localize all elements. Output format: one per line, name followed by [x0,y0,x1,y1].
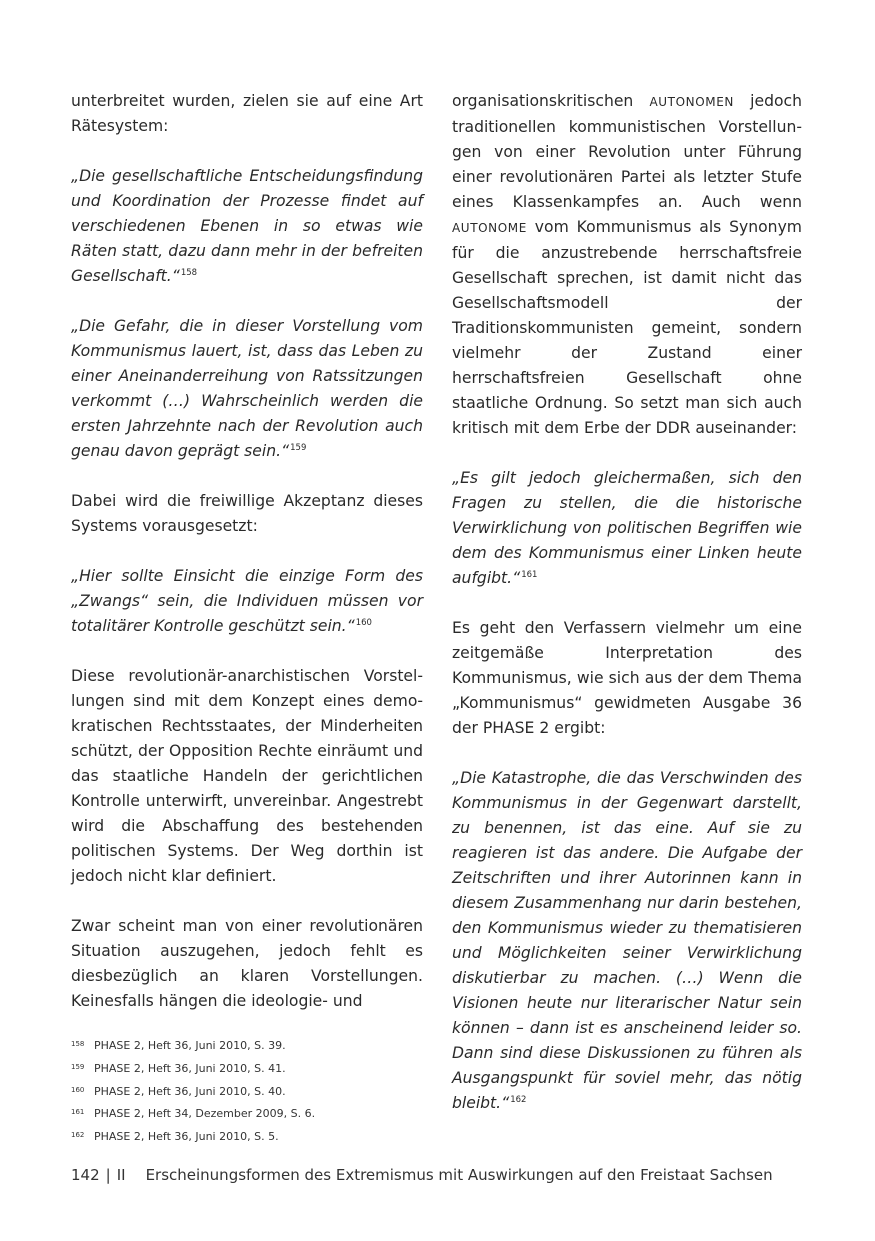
paragraph-text: Dabei wird die freiwillige Akzeptanz dieses Systems vorausgesetzt: [71,492,423,535]
small-caps-term: AUTONOME [452,221,527,235]
paragraph-text: organisationskritischen [452,92,650,110]
footnote [71,1057,571,1080]
quote-text: „Die gesellschaftliche Entscheidungsfindung und Koordination der Prozesse findet auf verschiedenen Ebenen in so etwas wie Räten statt, dazu dann mehr in der befreiten Gesellschaft.“ [71,167,423,285]
body-paragraph [452,89,802,441]
footnote-text: PHASE 2, Heft 36, Juni 2010, S. 39. [94,1039,286,1052]
footnote [71,1102,571,1125]
paragraph-text: jedoch traditionellen kommunistischen Vorstellungen von einer Revolution unter Führung einer revolutionären Partei als letzter Stufe eines Klassenkampfes an. Auch wenn [452,92,802,211]
chapter-number: II [116,1166,126,1184]
body-paragraph [71,914,423,1014]
page-number: 142 [71,1166,100,1184]
block-quote [71,314,423,464]
paragraph-text: Diese revolutionär-anarchistischen Vorstellungen sind mit dem Konzept eines demokratischen Rechtsstaates, der Minderheiten schützt, der Opposition Rechte einräumt und das staatliche Handeln der gerichtlichen Kontrolle unterwirft, unvereinbar. Angestrebt wird die Abschaffung des bestehenden politischen Systems. Der Weg dorthin ist jedoch nicht klar definiert. [71,667,423,885]
footnote-number: 160 [71,1085,85,1094]
footnote-reference: 160 [355,618,372,628]
small-caps-term: AUTONOMEN [649,95,734,109]
body-paragraph [71,664,423,889]
running-title: Erscheinungsformen des Extremismus mit Auswirkungen auf den Freistaat Sachsen [145,1166,773,1184]
block-quote [452,466,802,591]
block-quote [71,164,423,289]
footnote-reference: 158 [180,268,198,278]
quote-text: „Die Katastrophe, die das Verschwinden des Kommunismus in der Gegenwart darstellt, zu benennen, ist das eine. Auf sie zu reagieren ist das andere. Die Aufgabe der Zeitschriften und ihrer Autorinnen kann in diesem Zusammenhang nur darin bestehen, den Kommunismus wieder zu thematisieren und Möglichkeiten seiner Verwirklichung diskutierbar zu machen. (…) Wenn die Visionen heute nur literarischer Natur sein können – dann ist es anscheinend leider so. Dann sind diese Diskussionen zu führen als Ausgangspunkt für soviel mehr, das nötig bleibt.“ [452,769,802,1112]
body-paragraph [452,616,802,741]
paragraph-text: Zwar scheint man von einer revolutionären Situation auszugehen, jedoch fehlt es diesbezüglich an klaren Vorstellungen. Keinesfalls hängen die ideologie- und [71,917,423,1010]
right-text-column [452,89,802,1116]
body-paragraph [71,489,423,539]
quote-text: „Die Gefahr, die in dieser Vorstellung vom Kommunismus lauert, ist, dass das Leben zu einer Aneinanderreihung von Ratssitzungen verkommt (…) Wahrscheinlich werden die ersten Jahrzehnte nach der Revolution auch genau davon geprägt sein.“ [71,317,423,460]
paragraph-text: vom Kommunismus als Synonym für die anzustrebende herrschaftsfreie Gesellschaft sprechen, ist damit nicht das Gesellschaftsmodell der Traditionskommunisten gemeint, sondern vielmehr der Zustand einer herrschaftsfreien Gesellschaft ohne staatliche Ordnung. So setzt man sich auch kritisch mit dem Erbe der DDR auseinander: [452,218,802,437]
paragraph-text: Es geht den Verfassern vielmehr um eine zeitgemäße Interpretation des Kommunismus, wie sich aus der dem Thema „Kommunismus“ gewidmeten Ausgabe 36 der PHASE 2 ergibt: [452,619,802,737]
footnote-number: 162 [71,1131,85,1140]
footnote-reference: 162 [510,1095,527,1105]
footer-separator: | [105,1166,111,1184]
quote-text: „Es gilt jedoch gleichermaßen, sich den Fragen zu stellen, die die historische Verwirklichung von politischen Begriffen wie dem des Kommunismus einer Linken heute aufgibt.“ [452,469,802,587]
body-paragraph [71,89,423,139]
left-text-column [71,89,423,1014]
footnote-text: PHASE 2, Heft 36, Juni 2010, S. 5. [94,1130,279,1144]
footnote-reference: 161 [521,570,538,580]
footnote-number: 161 [71,1108,85,1117]
footnote [71,1034,571,1057]
footnote [71,1080,571,1103]
footnotes [71,1034,571,1148]
footnote-text: PHASE 2, Heft 36, Juni 2010, S. 40. [94,1084,286,1098]
quote-text: „Hier sollte Einsicht die einzige Form des „Zwangs“ sein, die Individuen müssen vor totalitärer Kontrolle geschützt sein.“ [71,567,423,635]
footnote-number: 158 [71,1040,85,1048]
block-quote [71,564,423,639]
footnote-number: 159 [71,1062,85,1071]
footnote-reference: 159 [290,443,307,453]
footnote [71,1125,571,1148]
footnote-text: PHASE 2, Heft 34, Dezember 2009, S. 6. [94,1107,316,1121]
page-footer [71,1165,773,1185]
footnote-text: PHASE 2, Heft 36, Juni 2010, S. 41. [94,1061,286,1075]
paragraph-text: unterbreitet wurden, zielen sie auf eine Art Rätesystem: [71,92,423,135]
